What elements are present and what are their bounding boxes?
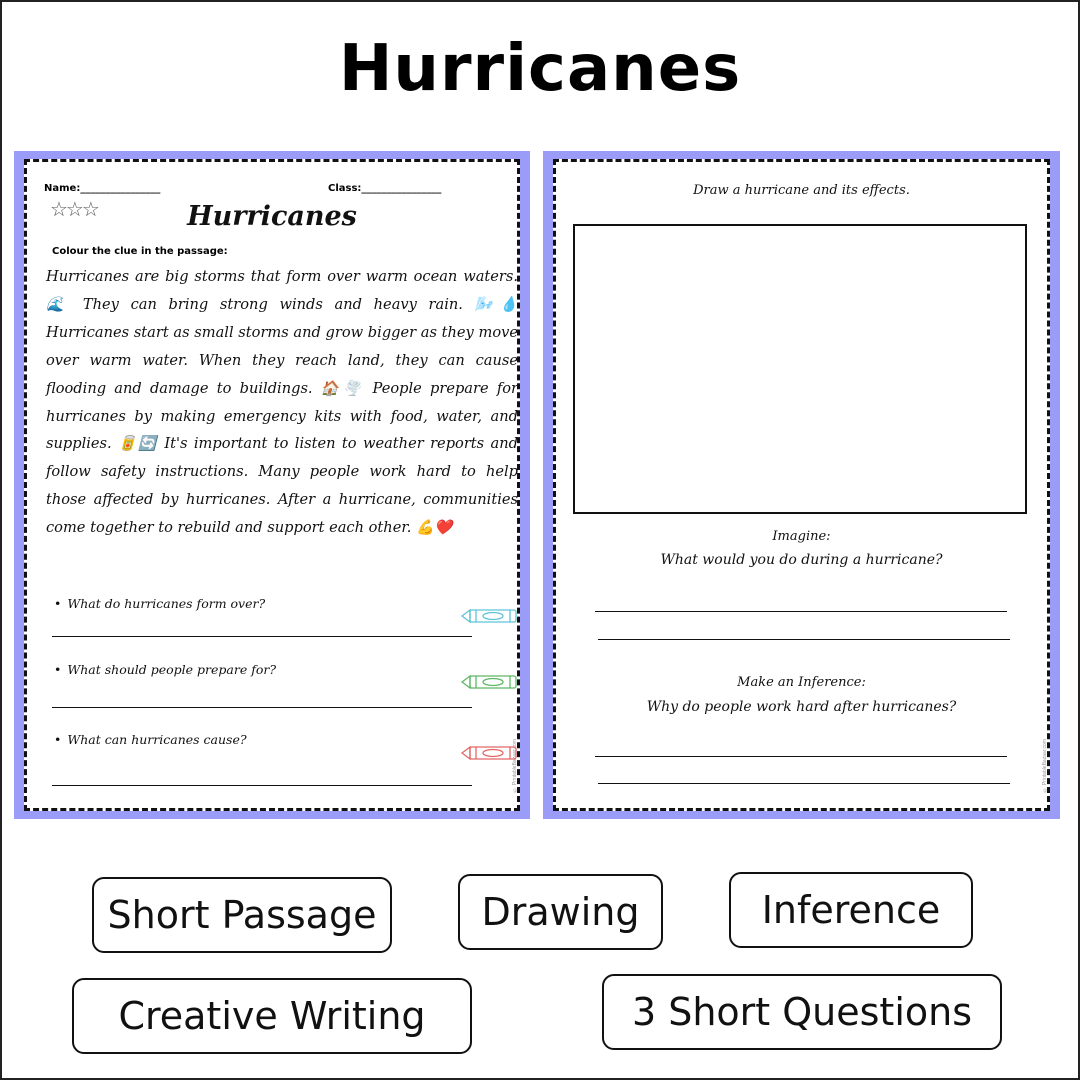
worksheet-passage-preview <box>14 151 530 819</box>
tag-drawing <box>458 874 663 950</box>
side-footer: © PrintableBazaar.com <box>512 739 518 793</box>
instruction-text: Colour the clue in the passage: <box>52 246 228 257</box>
question-1: • What do hurricanes form over? <box>54 596 266 611</box>
tag-inference <box>729 872 973 948</box>
name-field-label: Name:________________ <box>44 183 161 194</box>
inference-label: Make an Inference: <box>737 675 866 690</box>
question-1-text: What do hurricanes form over? <box>67 596 266 611</box>
tag-label: Inference <box>761 888 941 932</box>
side-footer: © PrintableBazaar.com <box>1042 739 1048 793</box>
imagine-question: What would you do during a hurricane? <box>660 552 943 568</box>
imagine-label: Imagine: <box>772 529 831 544</box>
tag-label: 3 Short Questions <box>631 990 973 1034</box>
question-3-text: What can hurricanes cause? <box>67 732 247 747</box>
question-3: • What can hurricanes cause? <box>54 732 247 747</box>
worksheet-drawing-preview <box>543 151 1060 819</box>
tag-short-questions <box>602 974 1002 1050</box>
page-title: Hurricanes <box>338 32 742 106</box>
tag-short-passage <box>92 877 392 953</box>
question-2-text: What should people prepare for? <box>67 662 277 677</box>
class-field-label: Class:________________ <box>328 183 442 194</box>
tag-label: Drawing <box>481 890 640 934</box>
tag-creative-writing <box>72 978 472 1054</box>
question-2: • What should people prepare for? <box>54 662 277 677</box>
dashed-border <box>24 159 520 811</box>
dashed-border <box>553 159 1050 811</box>
inference-question: Why do people work hard after hurricanes? <box>646 699 957 715</box>
reading-passage: Hurricanes are big storms that form over warm ocean waters. 🌊 They can bring strong winds and heavy rain. 🌬️💧 Hurricanes start as small storms and grow bigger as they move over warm water. When they reach land, they can cause flooding and damage to buildings. 🏠🌪️ People prepare for hurricanes by making emergency kits with food, water, and supplies. 🥫🔄 It's important to listen to weather reports and follow safety instructions. Many people work hard to help those affected by hurricanes. After a hurricane, communities come together to rebuild and support each other. 💪❤️ <box>46 268 518 537</box>
worksheet-title: Hurricanes <box>187 201 357 232</box>
tag-label: Short Passage <box>107 893 377 937</box>
draw-prompt: Draw a hurricane and its effects. <box>693 183 910 198</box>
rating-stars-icon: ☆☆☆ <box>50 199 98 221</box>
tag-label: Creative Writing <box>118 994 426 1038</box>
